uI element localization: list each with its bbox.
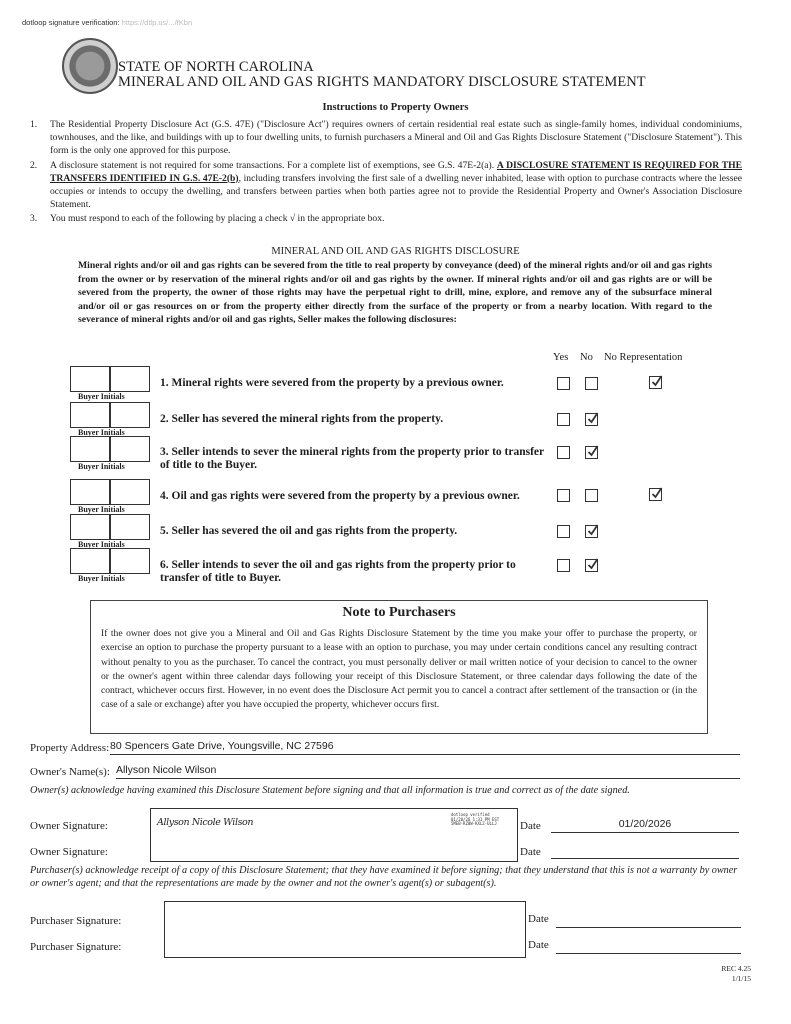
instruction-text: The Residential Property Disclosure Act (G.S. 47E) ("Disclosure Act") requires owners of certain residential real estate such as single-family homes, individual condominiums, townhouses, and the like, and buildings with up to four dwelling units, to furnish purchasers a Mineral and Oil and Gas Rights Disclosure Statement ("Disclosure Statement"). This form is the only one approved for this purpose.	[50, 119, 742, 157]
initials-box-1[interactable]	[70, 548, 110, 574]
buyer-initials-label: Buyer Initials	[78, 392, 125, 401]
question-text: 6. Seller intends to sever the oil and gas rights from the property prior to transfer of title to Buyer.	[160, 559, 516, 584]
checkbox-no[interactable]	[585, 525, 598, 538]
question-text: 3. Seller intends to sever the mineral rights from the property prior to transfer of title to the Buyer.	[160, 446, 544, 471]
owner-signature-label-2: Owner Signature:	[30, 846, 108, 858]
buyer-initials-label: Buyer Initials	[78, 428, 125, 437]
instruction-number: 1.	[30, 119, 38, 130]
initials-box-2[interactable]	[110, 366, 150, 392]
buyer-initials-label: Buyer Initials	[78, 540, 125, 549]
checkbox-yes[interactable]	[557, 525, 570, 538]
verification-label: dotloop signature verification:	[22, 18, 120, 27]
checkbox-no[interactable]	[585, 559, 598, 572]
question-text: 2. Seller has severed the mineral rights from the property.	[160, 413, 444, 425]
disclosure-row-1	[70, 366, 730, 400]
instruction-text: You must respond to each of the following by placing a check √ in the appropriate box.	[50, 213, 385, 225]
owners-name-label: Owner's Name(s):	[30, 766, 110, 778]
instruction-number: 3.	[30, 213, 38, 225]
stamp-line: dotloop verified	[451, 812, 490, 817]
instruction-text	[50, 159, 742, 212]
checkbox-yes[interactable]	[557, 559, 570, 572]
checkbox-yes[interactable]	[557, 446, 570, 459]
dotloop-verified-stamp	[451, 813, 499, 827]
instruction-item	[30, 159, 742, 212]
note-to-purchasers	[90, 600, 708, 734]
question-text: 4. Oil and gas rights were severed from the property by a previous owner.	[160, 490, 520, 502]
property-address-label: Property Address:	[30, 742, 110, 754]
purchaser-signature-label-1: Purchaser Signature:	[30, 915, 122, 927]
initials-box-2[interactable]	[110, 402, 150, 428]
initials-box-2[interactable]	[110, 479, 150, 505]
column-no-representation: No Representation	[604, 352, 683, 363]
disclosure-row-2	[70, 402, 730, 436]
instructions-list	[30, 118, 742, 227]
instruction-text-c: , including transfers involving the first sale of a dwelling never inhabited, lease with option to purchase contracts where the lessee occupies or intends to occupy the dwelling, and transfers between parties when both parties agree not to provide the Residential Property and Owner's Association Disclosure Statement.	[50, 172, 742, 211]
initials-box-1[interactable]	[70, 479, 110, 505]
buyer-initials-label: Buyer Initials	[78, 574, 125, 583]
purchaser-acknowledgement: Purchaser(s) acknowledge receipt of a copy of this Disclosure Statement; that they have examined it before signing; that they understand that this is not a warranty by owner or owner's agent; and that the representations are made by the owner and not the owner's agent(s) or subagent(s).	[30, 865, 738, 889]
checkbox-no[interactable]	[585, 377, 598, 390]
owner-date-label-1: Date	[520, 820, 541, 832]
checkmark-icon	[586, 557, 600, 571]
disclosure-heading: MINERAL AND OIL AND GAS RIGHTS DISCLOSURE	[271, 246, 520, 257]
disclosure-row-4	[70, 479, 730, 513]
column-yes: Yes	[553, 352, 569, 363]
checkmark-icon	[650, 374, 664, 388]
purchaser-date-field-1[interactable]	[556, 913, 741, 928]
owners-name-field[interactable]: Allyson Nicole Wilson	[116, 764, 740, 779]
buyer-initials-label: Buyer Initials	[78, 462, 125, 471]
purchaser-signature-label-2: Purchaser Signature:	[30, 941, 122, 953]
checkbox-no[interactable]	[585, 446, 598, 459]
question-text: 5. Seller has severed the oil and gas rights from the property.	[160, 525, 458, 537]
checkmark-icon	[586, 444, 600, 458]
initials-box-2[interactable]	[110, 548, 150, 574]
instruction-number: 2.	[30, 159, 38, 171]
initials-box-1[interactable]	[70, 366, 110, 392]
checkbox-no[interactable]	[585, 413, 598, 426]
owner-signature-field-1[interactable]	[150, 808, 518, 834]
instructions-heading: Instructions to Property Owners	[322, 102, 469, 113]
initials-box-1[interactable]	[70, 402, 110, 428]
checkbox-no[interactable]	[585, 489, 598, 502]
checkbox-no-representation[interactable]	[649, 488, 662, 501]
owner-signature-label-1: Owner Signature:	[30, 820, 108, 832]
checkbox-yes[interactable]	[557, 377, 570, 390]
stamp-line: 01/20/26 1:31 PM EST	[451, 816, 500, 822]
purchaser-date-label-2: Date	[528, 939, 549, 951]
form-revision: 1/1/15	[731, 974, 751, 983]
purchaser-date-label-1: Date	[528, 913, 549, 925]
purchaser-signature-field-1[interactable]	[164, 901, 526, 931]
buyer-initials-label: Buyer Initials	[78, 505, 125, 514]
owner-signature-field-2[interactable]	[150, 832, 518, 862]
disclosure-row-3	[70, 436, 730, 476]
property-address-field[interactable]: 80 Spencers Gate Drive, Youngsville, NC 27596	[110, 740, 740, 755]
owner-date-label-2: Date	[520, 846, 541, 858]
checkbox-no-representation[interactable]	[649, 376, 662, 389]
question-text: 1. Mineral rights were severed from the property by a previous owner.	[160, 377, 504, 389]
initials-box-2[interactable]	[110, 436, 150, 462]
note-text: If the owner does not give you a Mineral and Oil and Gas Rights Disclosure Statement by the time you make your offer to purchase the property, or exercise an option to purchase the property pursuant to a lease with an option to purchase, you may under certain conditions cancel any resulting contract without penalty to you as the purchaser. To cancel the contract, you must personally deliver or mail written notice of your decision to cancel to the owner or the owner's agent within three calendar days following your receipt of this Disclosure Statement, or three calendar days following the date of the contract, whichever occurs first. However, in no event does the Disclosure Act permit you to cancel a contract after settlement of the transaction or (in the case of a sale or exchange) after you have occupied the property, whichever occurs first.	[101, 628, 697, 711]
column-no: No	[580, 352, 593, 363]
instruction-text-a: A disclosure statement is not required for some transactions. For a complete list of exemptions, see G.S. 47E-2(a).	[50, 159, 497, 171]
initials-box-1[interactable]	[70, 514, 110, 540]
note-heading: Note to Purchasers	[342, 605, 456, 620]
state-seal-icon	[62, 38, 118, 94]
instruction-item	[30, 212, 742, 225]
checkmark-icon	[650, 486, 664, 500]
initials-box-2[interactable]	[110, 514, 150, 540]
initials-box-1[interactable]	[70, 436, 110, 462]
state-title: STATE OF NORTH CAROLINA	[118, 59, 314, 75]
checkbox-yes[interactable]	[557, 413, 570, 426]
purchaser-date-field-2[interactable]	[556, 939, 741, 954]
instruction-item	[30, 118, 742, 158]
checkbox-yes[interactable]	[557, 489, 570, 502]
verification-code[interactable]: https://dtlp.us/.../fKbn	[121, 18, 193, 27]
form-id: REC 4.25	[721, 964, 751, 973]
checkmark-icon	[586, 523, 600, 537]
disclosure-row-6	[70, 548, 730, 588]
disclosure-row-5	[70, 514, 730, 548]
owner-signature-value: Allyson Nicole Wilson	[157, 817, 254, 828]
owner-date-field-2[interactable]	[551, 844, 739, 859]
checkmark-icon	[586, 411, 600, 425]
form-footer	[721, 964, 751, 984]
form-title: MINERAL AND OIL AND GAS RIGHTS MANDATORY DISCLOSURE STATEMENT	[118, 74, 646, 90]
disclosure-paragraph: Mineral rights and/or oil and gas rights can be severed from the title to real property by conveyance (deed) of the mineral rights and/or oil and gas rights from the owner or by reservation of the mineral rights and/or oil and gas rights by the owner. If mineral rights and/or oil and gas rights are or will be severed from the property, the owner of those rights may have the perpetual right to drill, mine, explore, and remove any of the subsurface mineral and/or oil or gas resources on or from the property either directly from the surface of the property or from a nearby location. With regard to the severance of mineral rights and/or oil and gas rights, Seller makes the following disclosures:	[78, 260, 712, 326]
instruction-emphasis: A DISCLOSURE STATEMENT IS REQUIRED FOR THE TRANSFERS IDENTIFIED IN G.S. 47E-2(b)	[50, 159, 742, 184]
owner-date-field-1[interactable]: 01/20/2026	[551, 818, 739, 833]
owner-acknowledgement: Owner(s) acknowledge having examined this Disclosure Statement before signing and that all information is true and correct as of the date signed.	[30, 785, 630, 796]
signature-verification	[22, 18, 192, 27]
purchaser-signature-field-2[interactable]	[164, 930, 526, 958]
stamp-line: 5MEB-RZ0W-KXLZ-ULLJ	[451, 821, 497, 827]
